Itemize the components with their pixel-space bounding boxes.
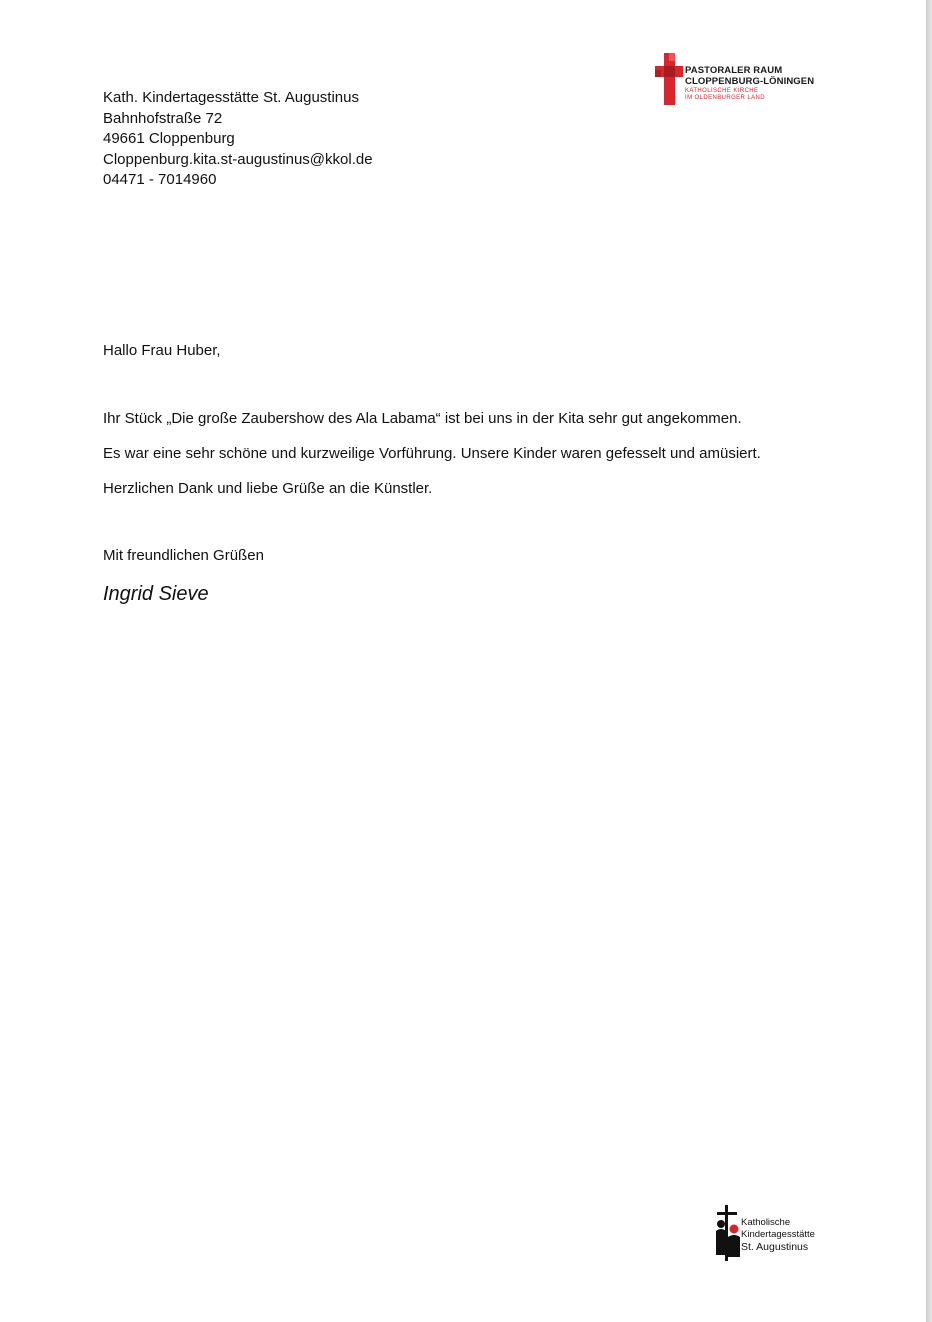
red-cross-icon xyxy=(655,53,683,105)
letter-paragraph: Ihr Stück „Die große Zaubershow des Ala Labama“ ist bei uns in der Kita sehr gut angekommen. xyxy=(103,410,742,427)
sender-phone: 04471 - 7014960 xyxy=(103,171,217,188)
pastoraler-raum-logo xyxy=(655,53,820,105)
logo-subtitle-line2: IM OLDENBURGER LAND xyxy=(685,95,765,101)
letter-paragraph: Es war eine sehr schöne und kurzweilige Vorführung. Unsere Kinder waren gefesselt und amüsiert. xyxy=(103,445,761,462)
logo-title-line2: CLOPPENBURG-LÖNINGEN xyxy=(685,76,815,87)
sender-street: Bahnhofstraße 72 xyxy=(103,109,223,127)
sender-email: Cloppenburg.kita.st-augustinus@kkol.de xyxy=(103,150,373,168)
kita-logo-line3: St. Augustinus xyxy=(741,1241,809,1253)
kita-logo-line2: Kindertagesstätte xyxy=(741,1229,815,1240)
letter-paragraph: Herzlichen Dank und liebe Grüße an die Künstler. xyxy=(103,480,433,497)
sender-address-block xyxy=(103,88,373,191)
logo-title-line1: PASTORALER RAUM xyxy=(685,65,783,76)
sender-city: 49661 Cloppenburg xyxy=(103,130,235,147)
sender-name: Kath. Kindertagesstätte St. Augustinus xyxy=(103,89,359,106)
logo-subtitle-line1: KATHOLISCHE KIRCHE xyxy=(685,88,759,94)
letter-signature: Ingrid Sieve xyxy=(103,583,209,605)
page-edge-shadow xyxy=(926,0,932,1322)
kita-cross-figure-icon xyxy=(713,1205,741,1263)
kita-logo-line1: Katholische xyxy=(741,1217,791,1228)
letter-closing: Mit freundlichen Grüßen xyxy=(103,547,264,564)
kita-st-augustinus-logo xyxy=(713,1205,823,1263)
letter-salutation: Hallo Frau Huber, xyxy=(103,342,221,359)
